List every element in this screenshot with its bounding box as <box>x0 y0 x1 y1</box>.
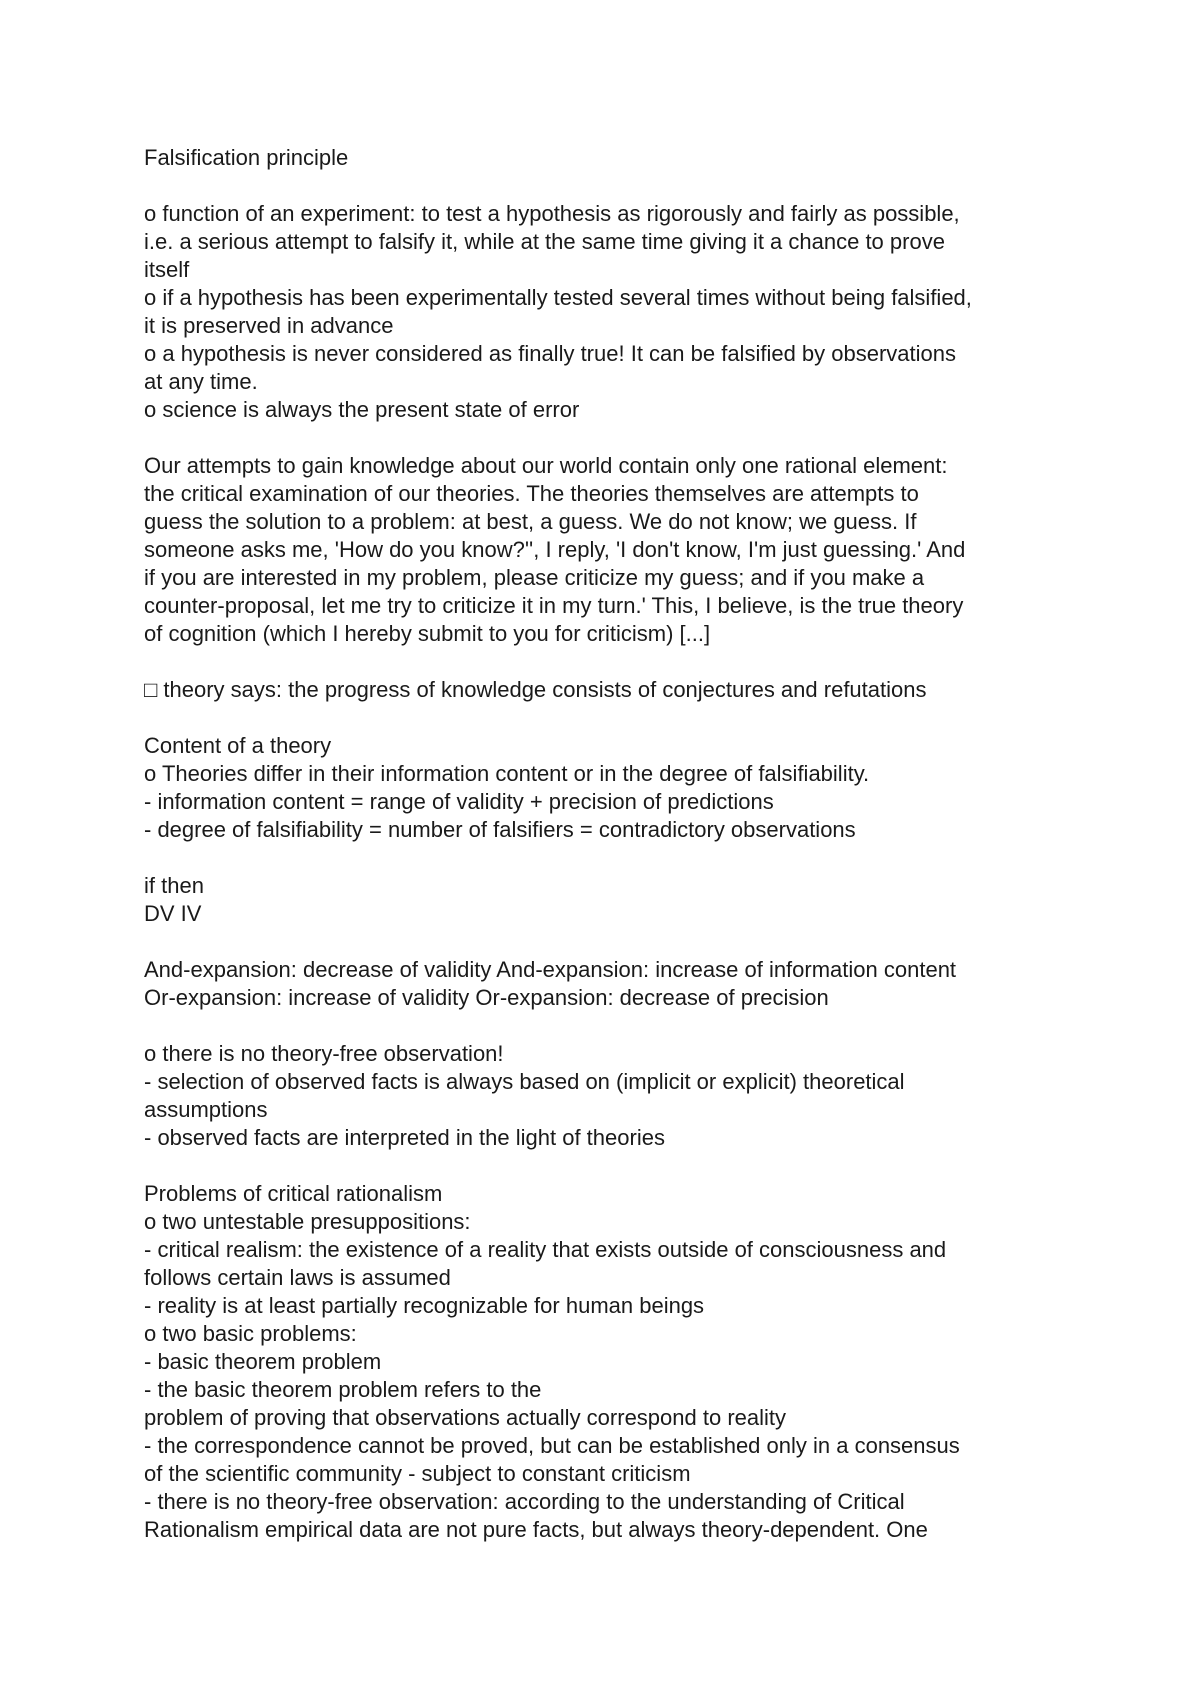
spacer <box>144 424 1074 452</box>
bullet-line: itself <box>144 257 190 282</box>
theory-summary-line: □ theory says: the progress of knowledge consists of conjectures and refutations <box>144 677 927 702</box>
section-heading: Problems of critical rationalism <box>144 1181 443 1206</box>
spacer <box>144 1152 1074 1180</box>
problems-line: o two basic problems: <box>144 1321 357 1346</box>
bullet-line: it is preserved in advance <box>144 313 394 338</box>
spacer <box>144 928 1074 956</box>
bullet-line: i.e. a serious attempt to falsify it, while at the same time giving it a chance to prove <box>144 229 945 254</box>
spacer <box>144 1012 1074 1040</box>
spacer <box>144 844 1074 872</box>
document-body <box>144 144 1074 1544</box>
quote-line: guess the solution to a problem: at best, a guess. We do not know; we guess. If <box>144 509 917 534</box>
content-line: - degree of falsifiability = number of falsifiers = contradictory observations <box>144 817 856 842</box>
section-heading: Content of a theory <box>144 733 332 758</box>
problems-line: - the basic theorem problem refers to the <box>144 1377 542 1402</box>
spacer <box>144 172 1074 200</box>
problems-line: follows certain laws is assumed <box>144 1265 451 1290</box>
bullet-line: o a hypothesis is never considered as finally true! It can be falsified by observations <box>144 341 957 366</box>
problems-line: - reality is at least partially recognizable for human beings <box>144 1293 705 1318</box>
bullet-line: at any time. <box>144 369 258 394</box>
ifthen-line: if then <box>144 873 204 898</box>
quote-line: Our attempts to gain knowledge about our world contain only one rational element: <box>144 453 948 478</box>
problems-line: o two untestable presuppositions: <box>144 1209 471 1234</box>
quote-line: if you are interested in my problem, please criticize my guess; and if you make a <box>144 565 925 590</box>
document-title: Falsification principle <box>144 145 349 170</box>
problems-line: Rationalism empirical data are not pure facts, but always theory-dependent. One <box>144 1517 928 1542</box>
bullet-line: o science is always the present state of error <box>144 397 580 422</box>
spacer <box>144 704 1074 732</box>
ifthen-line: DV IV <box>144 901 202 926</box>
observation-line: assumptions <box>144 1097 268 1122</box>
expansion-line: Or-expansion: increase of validity Or-expansion: decrease of precision <box>144 985 829 1010</box>
quote-line: someone asks me, 'How do you know?'', I reply, 'I don't know, I'm just guessing.' And <box>144 537 966 562</box>
content-line: o Theories differ in their information content or in the degree of falsifiability. <box>144 761 870 786</box>
problems-line: problem of proving that observations actually correspond to reality <box>144 1405 787 1430</box>
bullet-line: o function of an experiment: to test a hypothesis as rigorously and fairly as possible, <box>144 201 960 226</box>
quote-line: of cognition (which I hereby submit to you for criticism) [...] <box>144 621 711 646</box>
bullet-line: o if a hypothesis has been experimentally tested several times without being falsified, <box>144 285 972 310</box>
quote-line: counter-proposal, let me try to criticize it in my turn.' This, I believe, is the true theory <box>144 593 964 618</box>
problems-line: of the scientific community - subject to constant criticism <box>144 1461 691 1486</box>
problems-line: - critical realism: the existence of a reality that exists outside of consciousness and <box>144 1237 947 1262</box>
observation-line: - observed facts are interpreted in the light of theories <box>144 1125 665 1150</box>
quote-line: the critical examination of our theories. The theories themselves are attempts to <box>144 481 919 506</box>
observation-line: - selection of observed facts is always based on (implicit or explicit) theoretical <box>144 1069 905 1094</box>
content-line: - information content = range of validity + precision of predictions <box>144 789 774 814</box>
problems-line: - the correspondence cannot be proved, but can be established only in a consensus <box>144 1433 960 1458</box>
spacer <box>144 648 1074 676</box>
observation-line: o there is no theory-free observation! <box>144 1041 504 1066</box>
problems-line: - basic theorem problem <box>144 1349 382 1374</box>
expansion-line: And-expansion: decrease of validity And-expansion: increase of information content <box>144 957 957 982</box>
problems-line: - there is no theory-free observation: according to the understanding of Critical <box>144 1489 905 1514</box>
